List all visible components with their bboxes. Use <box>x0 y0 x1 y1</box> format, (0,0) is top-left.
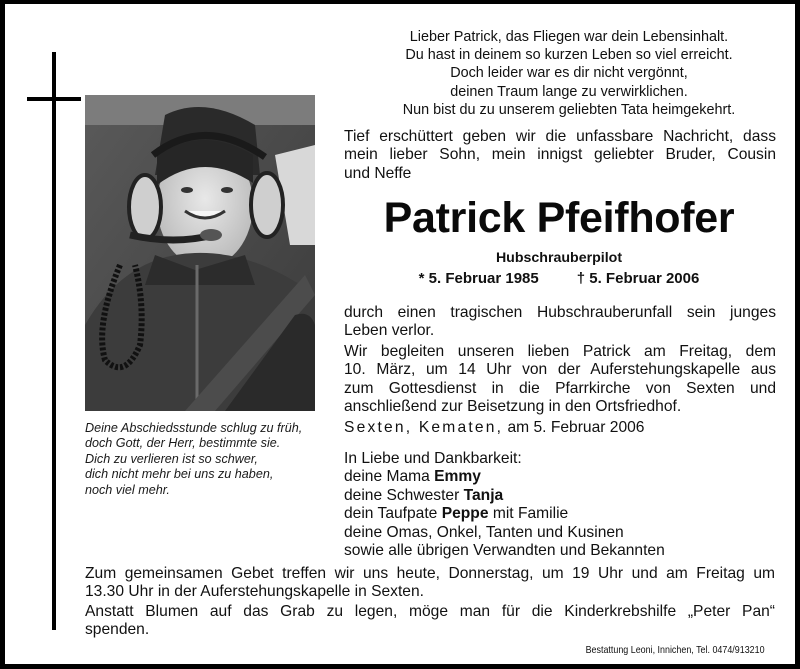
mourner-name: Peppe <box>441 505 489 523</box>
mourner-entry <box>344 542 776 560</box>
death-notice-line: durch einen tragischen Hubschrauberunfall sein junges <box>344 304 776 321</box>
portrait-photo <box>85 95 315 411</box>
notice-date: am 5. Februar 2006 <box>503 419 645 436</box>
caption-line: dich nicht mehr bei uns zu haben, <box>85 467 274 482</box>
poem-line: Lieber Patrick, das Fliegen war dein Lebensinhalt. <box>409 29 729 45</box>
mourners-list <box>344 450 776 560</box>
death-notice <box>344 304 776 341</box>
mourner-relation: deine Mama <box>344 468 435 486</box>
funeral-line: 10. März, um 14 Uhr von der Auferstehungskapelle aus <box>344 361 776 379</box>
mourner-entry <box>344 468 776 486</box>
deceased-name: Patrick Pfeifhofer <box>383 194 735 242</box>
intro-text <box>344 128 776 183</box>
mourner-entry <box>344 505 776 523</box>
poem-line: deinen Traum lange zu verwirklichen. <box>450 83 688 100</box>
mourner-relation: deine Omas, Onkel, Tanten und Kusinen <box>344 523 624 541</box>
caption-line: Deine Abschiedsstunde schlug zu früh, <box>85 421 303 435</box>
poem-line: Doch leider war es dir nicht vergönnt, <box>450 65 688 82</box>
donation-request <box>85 603 775 640</box>
death-notice-line: Leben verlor. <box>344 322 435 340</box>
caption-line: Dich zu verlieren ist so schwer, <box>85 451 258 466</box>
poem-line: Du hast in deinem so kurzen Leben so viel erreicht. <box>405 47 733 64</box>
intro-line: Tief erschüttert geben wir die unfassbare Nachricht, dass <box>344 128 776 145</box>
intro-line: und Neffe <box>344 164 412 182</box>
mourner-suffix: mit Familie <box>488 505 569 523</box>
donation-line: Anstatt Blumen auf das Grab zu legen, möge man für die Kinderkrebshilfe „Peter Pan“ <box>85 603 775 620</box>
funeral-home-credit: Bestattung Leoni, Innichen, Tel. 0474/913210 <box>586 644 765 656</box>
life-dates <box>344 270 774 288</box>
mourner-name: Emmy <box>434 468 481 486</box>
birth-date: * 5. Februar 1985 <box>418 270 539 287</box>
prayer-announcement <box>85 565 775 602</box>
mourner-relation: sowie alle übrigen Verwandten und Bekannten <box>344 542 665 560</box>
caption-line: noch viel mehr. <box>85 482 170 497</box>
cross-icon-vertical <box>52 52 56 630</box>
funeral-line: Wir begleiten unseren lieben Patrick am Freitag, dem <box>344 343 776 360</box>
mourner-entry <box>344 487 776 505</box>
funeral-line: zum Gottesdienst in die Pfarrkirche von Sexten und <box>344 379 776 397</box>
death-date: † 5. Februar 2006 <box>576 270 700 287</box>
funeral-line: anschließend zur Beisetzung in den Ortsfriedhof. <box>344 398 682 416</box>
mourner-relation: dein Taufpate <box>344 505 442 523</box>
obituary-notice <box>5 4 795 664</box>
prayer-line: 13.30 Uhr in der Auferstehungskapelle in Sexten. <box>85 583 424 601</box>
cross-icon-horizontal <box>27 97 81 101</box>
places: Sexten, Kematen, <box>344 419 504 436</box>
intro-line: mein lieber Sohn, mein innigst geliebter Bruder, Cousin <box>344 146 776 164</box>
donation-line: spenden. <box>85 621 150 639</box>
deceased-profession: Hubschrauberpilot <box>495 250 623 266</box>
opening-poem <box>344 28 794 119</box>
mourners-heading: In Liebe und Dankbarkeit: <box>344 450 522 467</box>
memorial-verse <box>85 421 340 498</box>
place-and-date <box>344 419 776 437</box>
poem-line: Nun bist du zu unserem geliebten Tata heimgekehrt. <box>402 101 736 118</box>
mourner-name: Tanja <box>463 486 504 504</box>
caption-line: doch Gott, der Herr, bestimmte sie. <box>85 436 281 451</box>
funeral-details <box>344 343 776 417</box>
mourner-relation: deine Schwester <box>344 486 464 504</box>
mourner-entry <box>344 524 776 542</box>
prayer-line: Zum gemeinsamen Gebet treffen wir uns heute, Donnerstag, um 19 Uhr und am Freitag um <box>85 565 775 582</box>
